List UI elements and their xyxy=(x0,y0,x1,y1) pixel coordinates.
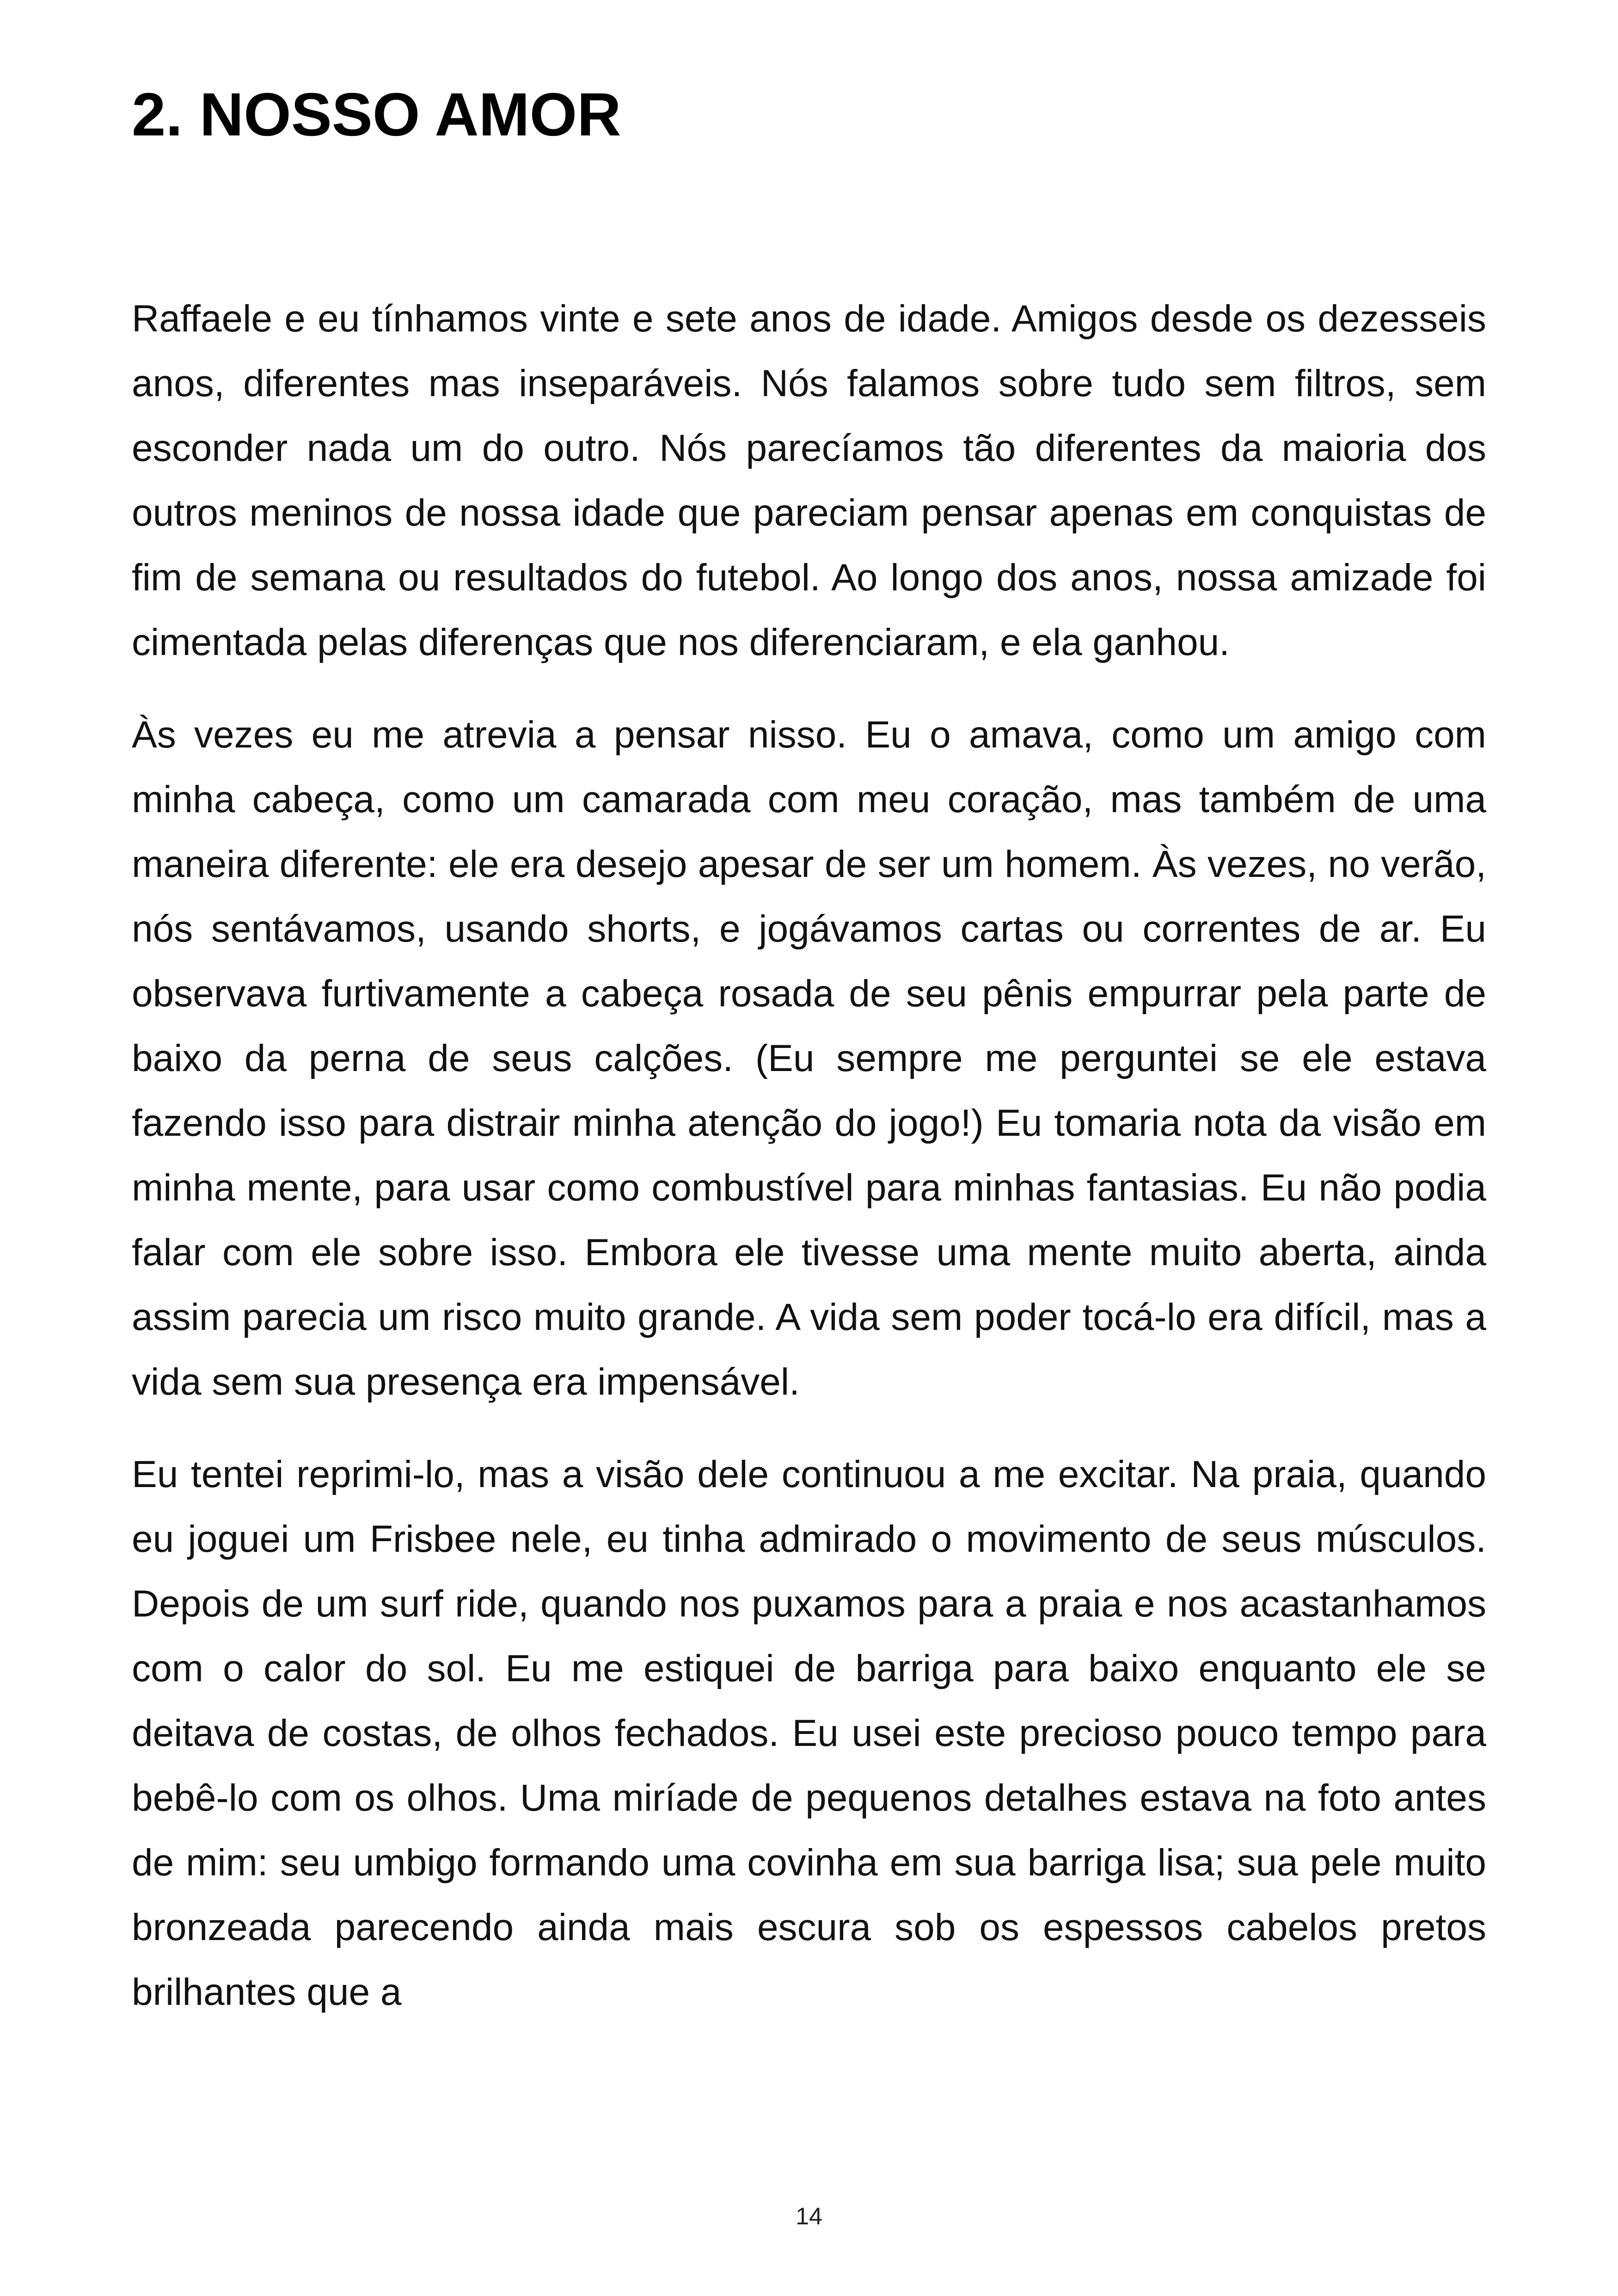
paragraph-1: Raffaele e eu tínhamos vinte e sete anos de idade. Amigos desde os dezesseis anos, diferentes mas inseparáveis. Nós falamos sobre tudo sem filtros, sem esconder nada um do outro. Nós parecíamos tão diferentes da maioria dos outros meninos de nossa idade que pareciam pensar apenas em conquistas de fim de semana ou resultados do futebol. Ao longo dos anos, nossa amizade foi cimentada pelas diferenças que nos diferenciaram, e ela ganhou. xyxy=(132,298,1486,663)
page-number: 14 xyxy=(796,2203,822,2230)
paragraph-2: Às vezes eu me atrevia a pensar nisso. Eu o amava, como um amigo com minha cabeça, como um camarada com meu coração, mas também de uma maneira diferente: ele era desejo apesar de ser um homem. Às vezes, no verão, nós sentávamos, usando shorts, e jogávamos cartas ou correntes de ar. Eu observava furtivamente a cabeça rosada de seu pênis empurrar pela parte de baixo da perna de seus calções. (Eu sempre me perguntei se ele estava fazendo isso para distrair minha atenção do jogo!) Eu tomaria nota da visão em minha mente, para usar como combustível para minhas fantasias. Eu não podia falar com ele sobre isso. Embora ele tivesse uma mente muito aberta, ainda assim parecia um risco muito grande. A vida sem poder tocá-lo era difícil, mas a vida sem sua presença era impensável. xyxy=(132,714,1486,1403)
body-text xyxy=(132,287,1486,2052)
chapter-title: 2. NOSSO AMOR xyxy=(132,80,621,148)
paragraph-3: Eu tentei reprimi-lo, mas a visão dele continuou a me excitar. Na praia, quando eu joguei um Frisbee nele, eu tinha admirado o movimento de seus músculos. Depois de um surf ride, quando nos puxamos para a praia e nos acastanhamos com o calor do sol. Eu me estiquei de barriga para baixo enquanto ele se deitava de costas, de olhos fechados. Eu usei este precioso pouco tempo para bebê-lo com os olhos. Uma miríade de pequenos detalhes estava na foto antes de mim: seu umbigo formando uma covinha em sua barriga lisa; sua pele muito bronzeada parecendo ainda mais escura sob os espessos cabelos pretos brilhantes que a xyxy=(132,1453,1486,2013)
